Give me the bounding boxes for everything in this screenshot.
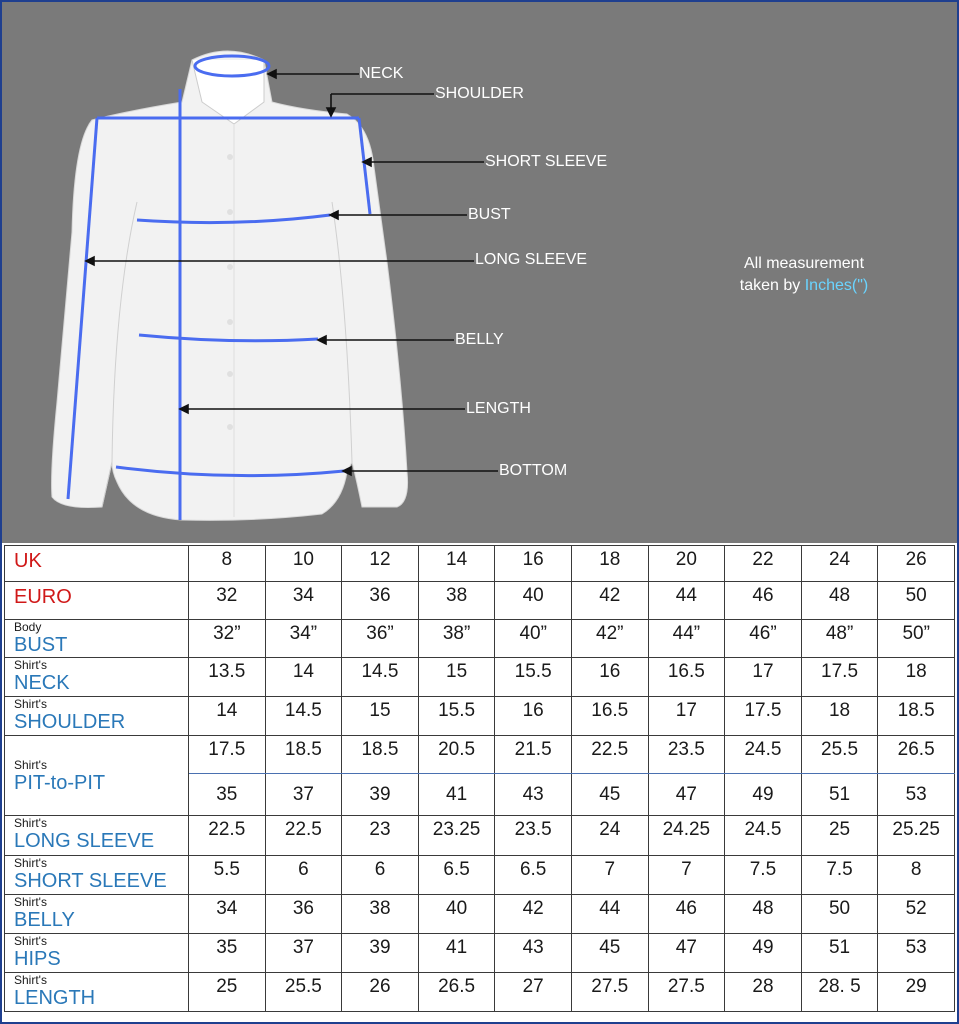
cell-shoulder-5: 16.5 (571, 697, 648, 736)
cell-shoulder-2: 15 (342, 697, 419, 736)
cell-pit-to-pit-5: 22.5 (571, 736, 648, 774)
cell-neck-6: 16.5 (648, 658, 725, 697)
cell-hips-3: 41 (418, 934, 495, 973)
row-label-uk (5, 546, 189, 582)
cell-neck-5: 16 (571, 658, 648, 697)
cell-euro-1: 34 (265, 582, 342, 620)
cell-uk-7: 22 (725, 546, 802, 582)
cell-belly-5: 44 (571, 895, 648, 934)
cell-euro-6: 44 (648, 582, 725, 620)
label-length: LENGTH (466, 400, 531, 417)
cell-neck-8: 17.5 (801, 658, 878, 697)
row-label-long-sleeve (5, 816, 189, 856)
cell-long-sleeve-3: 23.25 (418, 816, 495, 856)
cell-shoulder-9: 18.5 (878, 697, 955, 736)
cell-bust-4: 40” (495, 620, 572, 658)
row-label-big: BELLY (14, 909, 75, 931)
row-label-big: PIT-to-PIT (14, 771, 106, 794)
cell-pit-to-pit-3: 20.5 (418, 736, 495, 774)
cell-neck-4: 15.5 (495, 658, 572, 697)
cell-pit-to-pit-8: 25.5 (801, 736, 878, 774)
cell-uk-6: 20 (648, 546, 725, 582)
row-label-big: HIPS (14, 948, 61, 970)
note-line-2 (714, 275, 894, 297)
cell-belly-3: 40 (418, 895, 495, 934)
cell-neck-7: 17 (725, 658, 802, 697)
cell-uk-8: 24 (801, 546, 878, 582)
table-row-hips (5, 934, 955, 973)
cell-pit-to-pit-alt-4: 43 (495, 774, 572, 816)
cell-short-sleeve-7: 7.5 (725, 856, 802, 895)
row-label-small: Shirt's (14, 934, 47, 948)
cell-uk-0: 8 (189, 546, 266, 582)
cell-length-2: 26 (342, 973, 419, 1012)
cell-pit-to-pit-alt-8: 51 (801, 774, 878, 816)
cell-belly-2: 38 (342, 895, 419, 934)
cell-hips-0: 35 (189, 934, 266, 973)
cell-length-6: 27.5 (648, 973, 725, 1012)
cell-uk-5: 18 (571, 546, 648, 582)
row-label-big: NECK (14, 672, 70, 694)
note-line-1: All measurement (743, 255, 865, 272)
row-label-euro (5, 582, 189, 620)
cell-neck-9: 18 (878, 658, 955, 697)
cell-shoulder-6: 17 (648, 697, 725, 736)
cell-long-sleeve-0: 22.5 (189, 816, 266, 856)
cell-shoulder-1: 14.5 (265, 697, 342, 736)
cell-neck-2: 14.5 (342, 658, 419, 697)
cell-pit-to-pit-0: 17.5 (189, 736, 266, 774)
cell-length-3: 26.5 (418, 973, 495, 1012)
note-unit: Inches(") (804, 277, 869, 294)
row-label-big: BUST (14, 634, 68, 656)
cell-belly-4: 42 (495, 895, 572, 934)
cell-hips-9: 53 (878, 934, 955, 973)
cell-length-4: 27 (495, 973, 572, 1012)
measurement-note (714, 253, 894, 297)
cell-long-sleeve-5: 24 (571, 816, 648, 856)
cell-uk-9: 26 (878, 546, 955, 582)
cell-euro-7: 46 (725, 582, 802, 620)
cell-belly-6: 46 (648, 895, 725, 934)
table-row-short-sleeve (5, 856, 955, 895)
cell-bust-8: 48” (801, 620, 878, 658)
cell-length-8: 28. 5 (801, 973, 878, 1012)
label-belly: BELLY (455, 331, 504, 348)
cell-pit-to-pit-alt-0: 35 (189, 774, 266, 816)
cell-shoulder-3: 15.5 (418, 697, 495, 736)
measurement-diagram (2, 2, 957, 543)
cell-euro-3: 38 (418, 582, 495, 620)
row-label-big: UK (14, 550, 42, 572)
cell-pit-to-pit-4: 21.5 (495, 736, 572, 774)
table-row-belly (5, 895, 955, 934)
cell-short-sleeve-8: 7.5 (801, 856, 878, 895)
row-label-big: SHORT SLEEVE (14, 870, 167, 892)
cell-hips-8: 51 (801, 934, 878, 973)
cell-euro-2: 36 (342, 582, 419, 620)
cell-bust-5: 42” (571, 620, 648, 658)
cell-long-sleeve-7: 24.5 (725, 816, 802, 856)
table-row-length (5, 973, 955, 1012)
cell-pit-to-pit-1: 18.5 (265, 736, 342, 774)
cell-short-sleeve-2: 6 (342, 856, 419, 895)
cell-short-sleeve-0: 5.5 (189, 856, 266, 895)
cell-short-sleeve-1: 6 (265, 856, 342, 895)
label-bottom: BOTTOM (499, 462, 568, 479)
cell-bust-9: 50” (878, 620, 955, 658)
cell-uk-2: 12 (342, 546, 419, 582)
row-label-short-sleeve (5, 856, 189, 895)
row-label-big: LENGTH (14, 987, 96, 1009)
cell-uk-1: 10 (265, 546, 342, 582)
row-label-small: Shirt's (14, 697, 47, 711)
table-row-pit-to-pit (5, 736, 955, 774)
cell-uk-3: 14 (418, 546, 495, 582)
cell-shoulder-7: 17.5 (725, 697, 802, 736)
cell-belly-7: 48 (725, 895, 802, 934)
cell-neck-3: 15 (418, 658, 495, 697)
cell-hips-6: 47 (648, 934, 725, 973)
row-label-small: Body (14, 620, 42, 634)
table-row-shoulder (5, 697, 955, 736)
cell-short-sleeve-9: 8 (878, 856, 955, 895)
shirt-icon (52, 51, 408, 520)
cell-pit-to-pit-alt-5: 45 (571, 774, 648, 816)
cell-shoulder-4: 16 (495, 697, 572, 736)
cell-neck-0: 13.5 (189, 658, 266, 697)
row-label-shoulder (5, 697, 189, 736)
table-row-euro (5, 582, 955, 620)
row-label-small: Shirt's (14, 757, 47, 772)
cell-long-sleeve-2: 23 (342, 816, 419, 856)
label-neck: NECK (359, 65, 404, 82)
size-table (4, 545, 955, 1012)
row-label-length (5, 973, 189, 1012)
cell-long-sleeve-8: 25 (801, 816, 878, 856)
cell-bust-3: 38” (418, 620, 495, 658)
cell-bust-0: 32” (189, 620, 266, 658)
row-label-small: Shirt's (14, 856, 47, 870)
table-row-uk (5, 546, 955, 582)
cell-short-sleeve-3: 6.5 (418, 856, 495, 895)
cell-long-sleeve-9: 25.25 (878, 816, 955, 856)
cell-short-sleeve-6: 7 (648, 856, 725, 895)
cell-length-7: 28 (725, 973, 802, 1012)
label-long-sleeve: LONG SLEEVE (475, 251, 588, 268)
label-bust: BUST (468, 206, 511, 223)
row-label-small: Shirt's (14, 658, 47, 672)
row-label-big: SHOULDER (14, 711, 126, 733)
row-label-small: Shirt's (14, 895, 47, 909)
label-shoulder: SHOULDER (435, 85, 524, 102)
cell-uk-4: 16 (495, 546, 572, 582)
cell-belly-0: 34 (189, 895, 266, 934)
cell-pit-to-pit-2: 18.5 (342, 736, 419, 774)
cell-hips-7: 49 (725, 934, 802, 973)
cell-pit-to-pit-6: 23.5 (648, 736, 725, 774)
cell-euro-0: 32 (189, 582, 266, 620)
row-label-small: Shirt's (14, 973, 47, 987)
cell-bust-2: 36” (342, 620, 419, 658)
note-prefix: taken by (739, 277, 805, 294)
cell-hips-2: 39 (342, 934, 419, 973)
cell-shoulder-8: 18 (801, 697, 878, 736)
cell-euro-4: 40 (495, 582, 572, 620)
cell-neck-1: 14 (265, 658, 342, 697)
label-short-sleeve: SHORT SLEEVE (485, 153, 608, 170)
table-row-neck (5, 658, 955, 697)
cell-length-0: 25 (189, 973, 266, 1012)
cell-shoulder-0: 14 (189, 697, 266, 736)
cell-short-sleeve-5: 7 (571, 856, 648, 895)
row-label-bust (5, 620, 189, 658)
table-row-long-sleeve (5, 816, 955, 856)
cell-long-sleeve-1: 22.5 (265, 816, 342, 856)
row-label-belly (5, 895, 189, 934)
cell-short-sleeve-4: 6.5 (495, 856, 572, 895)
cell-long-sleeve-4: 23.5 (495, 816, 572, 856)
cell-length-9: 29 (878, 973, 955, 1012)
cell-pit-to-pit-alt-9: 53 (878, 774, 955, 816)
cell-bust-6: 44” (648, 620, 725, 658)
cell-hips-1: 37 (265, 934, 342, 973)
table-row-bust (5, 620, 955, 658)
cell-pit-to-pit-alt-6: 47 (648, 774, 725, 816)
cell-euro-5: 42 (571, 582, 648, 620)
cell-pit-to-pit-alt-7: 49 (725, 774, 802, 816)
cell-hips-4: 43 (495, 934, 572, 973)
row-label-neck (5, 658, 189, 697)
cell-pit-to-pit-alt-1: 37 (265, 774, 342, 816)
row-label-big: LONG SLEEVE (14, 830, 155, 852)
row-label-hips (5, 934, 189, 973)
cell-bust-7: 46” (725, 620, 802, 658)
cell-belly-1: 36 (265, 895, 342, 934)
cell-hips-5: 45 (571, 934, 648, 973)
cell-pit-to-pit-alt-3: 41 (418, 774, 495, 816)
size-chart (2, 2, 957, 1022)
cell-euro-9: 50 (878, 582, 955, 620)
cell-pit-to-pit-alt-2: 39 (342, 774, 419, 816)
row-label-small: Shirt's (14, 816, 47, 830)
cell-bust-1: 34” (265, 620, 342, 658)
cell-euro-8: 48 (801, 582, 878, 620)
row-label-pit-to-pit (5, 736, 189, 816)
cell-length-5: 27.5 (571, 973, 648, 1012)
cell-pit-to-pit-7: 24.5 (725, 736, 802, 774)
cell-pit-to-pit-9: 26.5 (878, 736, 955, 774)
cell-length-1: 25.5 (265, 973, 342, 1012)
cell-belly-9: 52 (878, 895, 955, 934)
cell-belly-8: 50 (801, 895, 878, 934)
row-label-big: EURO (14, 586, 72, 608)
cell-long-sleeve-6: 24.25 (648, 816, 725, 856)
